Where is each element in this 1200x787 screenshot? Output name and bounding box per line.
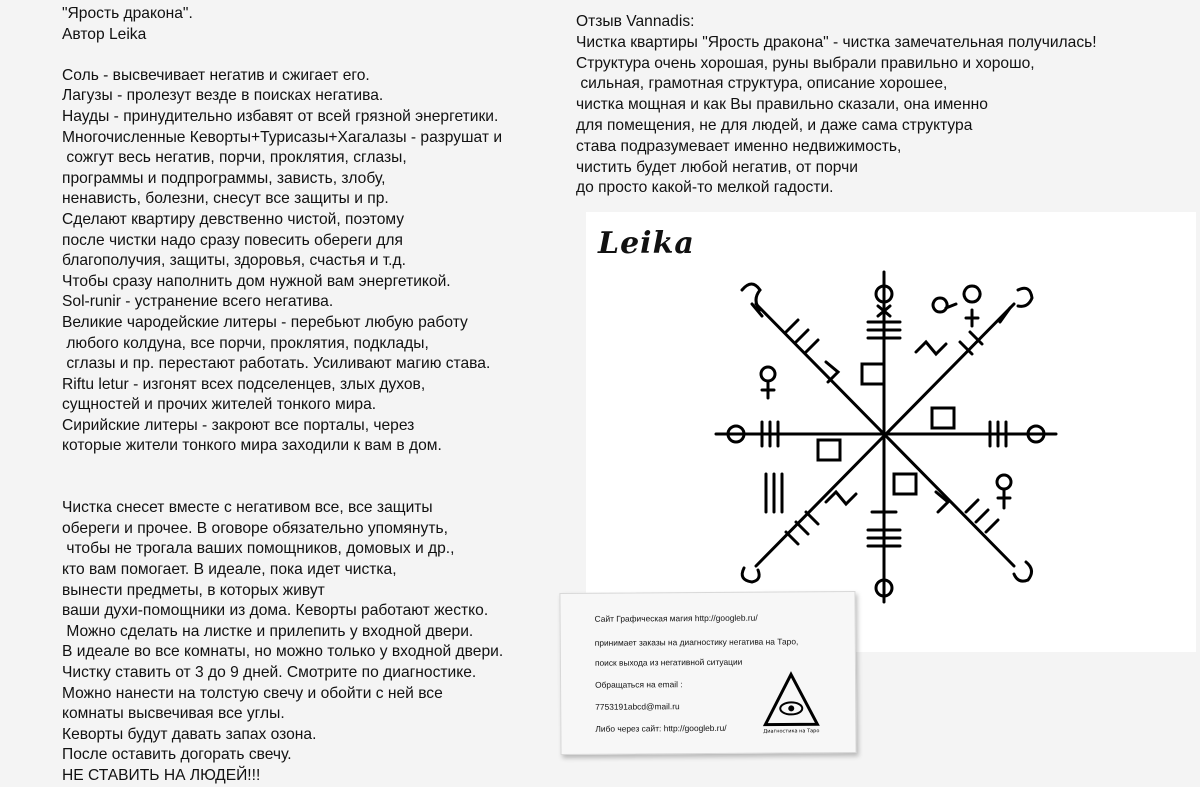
logo-caption: Диагностика на Таро [763, 728, 820, 735]
text-line: после чистки надо сразу повесить обереги для [62, 231, 403, 249]
article-text [62, 4, 562, 787]
text-line: благополучия, защиты, здоровья, счастья и т.д. [62, 252, 406, 270]
advertisement-card [559, 591, 856, 755]
text-line [62, 457, 562, 478]
ad-line: Сайт Графическая магия http://googleb.ru/ [594, 612, 758, 624]
text-line: Сирийские литеры - закроют все порталы, через [62, 416, 415, 434]
text-line: любого колдуна, все порчи, проклятия, подклады, [62, 334, 429, 352]
review-line: чистка мощная и как Вы правильно сказали, она именно [576, 96, 988, 114]
review-text [576, 12, 1196, 199]
review-line: для помещения, не для людей, и даже сама структура [576, 116, 973, 134]
text-line: Автор Leika [62, 25, 147, 43]
text-line: Науды - принудительно избавят от всей грязной энергетики. [62, 107, 499, 125]
text-line: которые жители тонкого мира заходили к вам в дом. [62, 437, 442, 455]
text-line: комнаты высвечивая все углы. [62, 705, 285, 723]
text-line: Sol-runir - устранение всего негатива. [62, 293, 334, 311]
text-line: обереги и прочее. В оговоре обязательно упомянуть, [62, 519, 448, 537]
review-line: става подразумевает именно недвижимость, [576, 137, 902, 155]
review-line: Структура очень хорошая, руны выбрали правильно и хорошо, [576, 54, 1035, 72]
review-line: Отзыв Vannadis: [576, 13, 695, 30]
text-line: вынести предметы, в которых живут [62, 581, 325, 599]
text-line: Сделают квартиру девственно чистой, поэтому [62, 210, 405, 228]
text-line: Чтобы сразу наполнить дом нужной вам энергетикой. [62, 272, 451, 290]
ad-email: 7753191abcd@mail.ru [595, 701, 680, 712]
text-line: Чистка снесет вместе с негативом все, все защиты [62, 499, 433, 517]
ad-line: Либо через сайт: http://googleb.ru/ [595, 722, 727, 734]
sigil-image [586, 212, 1196, 652]
text-line: Riftu letur - изгонят всех подселенцев, злых духов, [62, 375, 426, 393]
review-line: Чистка квартиры "Ярость дракона" - чистка замечательная получилась! [576, 33, 1097, 51]
dragon-rage-sigil [586, 212, 1196, 652]
text-line: сглазы и пр. перестают работать. Усиливают магию става. [62, 355, 491, 373]
text-line: Можно нанести на толстую свечу и обойти с ней все [62, 684, 443, 702]
text-line: Кеворты будут давать запах озона. [62, 725, 317, 743]
text-line: "Ярость дракона". [62, 5, 193, 22]
text-line [62, 45, 562, 66]
review-line: до просто какой-то мелкой гадости. [576, 179, 834, 197]
text-line: После оставить догорать свечу. [62, 746, 292, 764]
text-line: Можно сделать на листке и прилепить у входной двери. [62, 622, 474, 640]
text-line: сущностей и прочих жителей тонкого мира. [62, 396, 377, 414]
text-line [62, 478, 562, 499]
text-line: ваши духи-помощники из дома. Кеворты работают жестко. [62, 602, 489, 620]
review-line: сильная, грамотная структура, описание хорошее, [576, 75, 948, 93]
text-line: Соль - высвечивает негатив и сжигает его. [62, 66, 370, 84]
eye-triangle-icon [761, 670, 821, 734]
text-line: программы и подпрограммы, зависть, злобу, [62, 169, 386, 187]
text-line: В идеале во все комнаты, но можно только у входной двери. [62, 643, 504, 661]
text-line: Чистку ставить от 3 до 9 дней. Смотрите по диагностике. [62, 664, 477, 681]
text-line: Многочисленные Кеворты+Турисазы+Хагалазы - разрушат и [62, 128, 503, 146]
ad-line: Обращаться на email : [595, 679, 683, 690]
review-line: чистить будет любой негатив, от порчи [576, 158, 858, 176]
text-line: кто вам помогает. В идеале, пока идет чистка, [62, 561, 397, 579]
text-line: Лагузы - пролезут везде в поисках негатива. [62, 87, 384, 105]
text-line: сожгут весь негатив, порчи, проклятия, сглазы, [62, 149, 407, 167]
text-line: ненависть, болезни, снесут все защиты и пр. [62, 190, 389, 208]
ad-line: поиск выхода из негативной ситуации [594, 656, 743, 668]
text-line: НЕ СТАВИТЬ НА ЛЮДЕЙ!!! [62, 766, 261, 784]
leika-logo: Leika [598, 226, 695, 261]
ad-line: принимает заказы на диагностику негатива на Таро, [594, 636, 799, 648]
text-line: чтобы не трогала ваших помощников, домовых и др., [62, 540, 455, 558]
text-line: Великие чародейские литеры - перебьют любую работу [62, 313, 468, 331]
